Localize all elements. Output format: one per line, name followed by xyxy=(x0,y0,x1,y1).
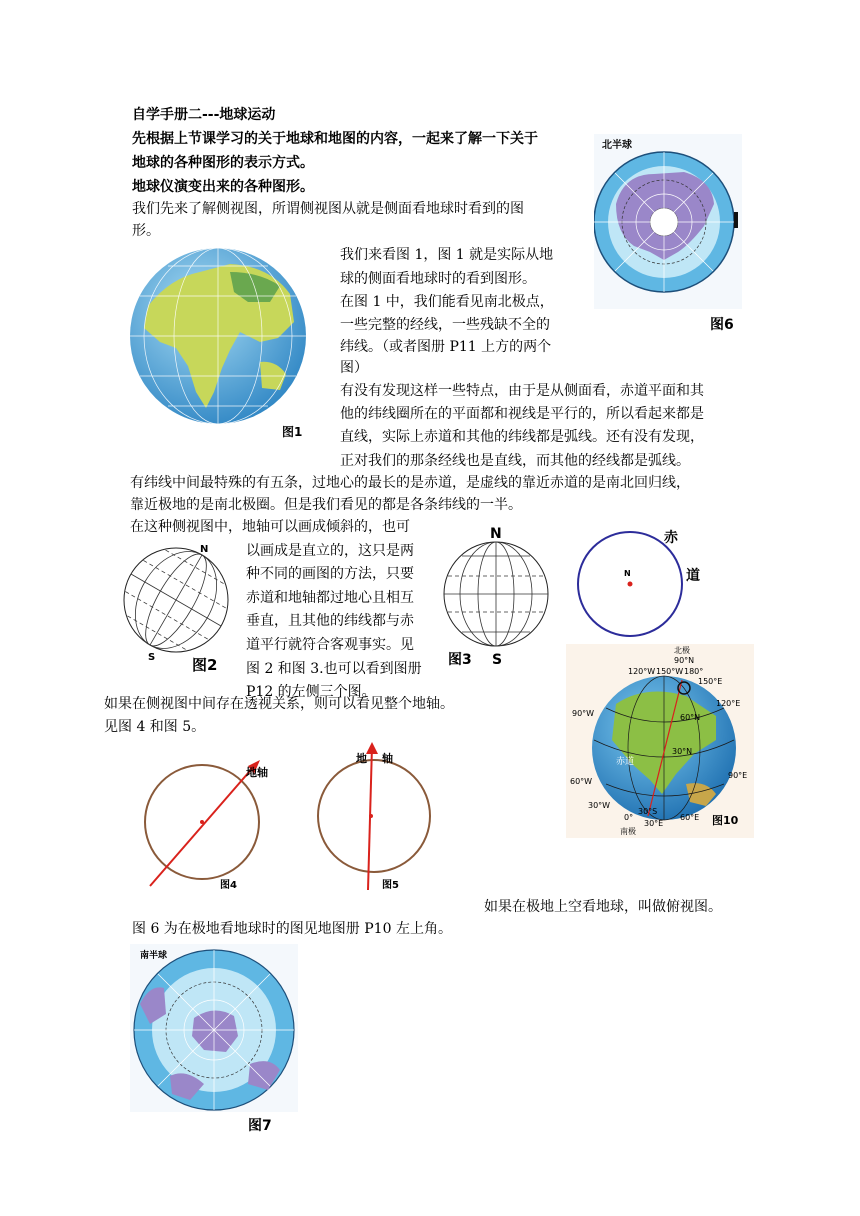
north-pole-label: 北极 xyxy=(674,646,690,655)
equator-label: 赤道 xyxy=(616,757,635,767)
paragraph-line: 我们先来了解侧视图，所谓侧视图从就是侧面看地球时看到的图 xyxy=(132,201,524,217)
paragraph-line: 靠近极地的是南北极圈。但是我们看见的都是各条纬线的一半。 xyxy=(130,497,522,513)
figure-7-title: 南半球 xyxy=(140,951,168,961)
paragraph-line: P12 的左侧三个图。 xyxy=(246,684,376,700)
lon-150w-label: 150°W xyxy=(656,667,684,676)
figure-6-title: 北半球 xyxy=(602,140,632,151)
lon-90e-label: 90°E xyxy=(728,771,748,780)
paragraph-line: 在图 1 中，我们能看见南北极点， xyxy=(340,294,554,310)
paragraph-line: 见图 4 和图 5。 xyxy=(104,719,206,735)
figure-3-s-label: S xyxy=(492,652,503,668)
lon-180-label: 180° xyxy=(684,667,704,676)
figure-4-caption: 图4 xyxy=(220,880,237,891)
figure-6-caption: 图6 xyxy=(710,317,734,333)
paragraph-line: 他的纬线圈所在的平面都和视线是平行的，所以看起来都是 xyxy=(340,406,704,422)
lon-150e-label: 150°E xyxy=(698,677,723,686)
top-view-n-label: N xyxy=(624,569,631,578)
figure-4-axis-label: 地轴 xyxy=(246,766,268,779)
figure-1-caption: 图1 xyxy=(282,425,303,439)
paragraph-line: 球的侧面看地球时的看到图形。 xyxy=(340,271,536,287)
lat-60n-label: 60°N xyxy=(680,713,701,722)
paragraph-line: 有纬线中间最特殊的有五条，过地心的最长的是赤道，是虚线的靠近赤道的是南北回归线， xyxy=(130,475,690,491)
paragraph-line: 赤道和地轴都过地心且相互 xyxy=(246,590,414,606)
lon-120e-label: 120°E xyxy=(716,699,741,708)
lat-30s-label: 30°S xyxy=(638,807,658,816)
figure-6 xyxy=(594,134,742,334)
figure-5-caption: 图5 xyxy=(382,880,399,891)
lon-30w-label: 30°W xyxy=(588,801,611,810)
figure-1 xyxy=(130,242,310,440)
paragraph-line: 纬线。（或者图册 P11 上方的两个 xyxy=(340,339,552,355)
paragraph-line: 一些完整的经线，一些残缺不全的 xyxy=(340,317,550,333)
paragraph-line: 如果在侧视图中间存在透视关系，则可以看见整个地轴。 xyxy=(104,696,454,712)
figure-3-n-label: N xyxy=(490,526,502,542)
doc-title: 自学手册二---地球运动 xyxy=(132,107,276,123)
lon-60e-label: 60°E xyxy=(680,813,700,822)
paragraph-line: 我们来看图 1，图 1 就是实际从地 xyxy=(340,247,554,263)
figure-10 xyxy=(566,644,754,838)
figure-3 xyxy=(440,522,554,668)
lon-60w-label: 60°W xyxy=(570,777,593,786)
subtitle: 地球仪演变出来的各种图形。 xyxy=(132,179,314,195)
lon-120w-label: 120°W xyxy=(628,667,656,676)
south-pole-label: 南极 xyxy=(620,827,636,836)
paragraph-line: 在这种侧视图中，地轴可以画成倾斜的，也可 xyxy=(130,519,410,535)
paragraph-line: 有没有发现这样一些特点，由于是从侧面看，赤道平面和其 xyxy=(340,383,704,399)
paragraph-line: 直线，实际上赤道和其他的纬线都是弧线。还有没有发现， xyxy=(340,429,704,445)
figure-2-n-label: N xyxy=(200,544,209,555)
paragraph-line: 垂直，且其他的纬线都与赤 xyxy=(246,613,414,629)
intro-line: 地球的各种图形的表示方式。 xyxy=(132,155,314,171)
figure-7-caption: 图7 xyxy=(248,1118,272,1134)
equator-label-dao: 道 xyxy=(686,568,700,584)
paragraph-line: 正对我们的那条经线也是直线，而其他的经线都是弧线。 xyxy=(340,453,690,469)
equator-label-chi: 赤 xyxy=(664,530,678,546)
figure-5-axis-zhou: 轴 xyxy=(382,752,393,765)
figure-2-caption: 图2 xyxy=(192,656,218,674)
lon-90w-label: 90°W xyxy=(572,709,595,718)
figure-7 xyxy=(130,944,298,1134)
paragraph-line: 以画成是直立的，这只是两 xyxy=(246,543,414,559)
lat-90n-label: 90°N xyxy=(674,656,695,665)
figure-5 xyxy=(314,740,446,892)
paragraph-line: 道平行就符合客观事实。见 xyxy=(246,637,414,653)
figure-2 xyxy=(118,538,230,674)
figure-10-caption: 图10 xyxy=(712,814,739,827)
figure-4 xyxy=(140,752,280,894)
paragraph-line: 如果在极地上空看地球，叫做俯视图。 xyxy=(484,899,722,915)
paragraph-line: 图 2 和图 3.也可以看到图册 xyxy=(246,661,422,677)
paragraph-line: 形。 xyxy=(132,223,160,239)
lon-0-label: 0° xyxy=(624,813,634,822)
equator-top-view xyxy=(570,526,712,644)
paragraph-line: 图 6 为在极地看地球时的图见地图册 P10 左上角。 xyxy=(132,921,452,937)
lat-30n-label: 30°N xyxy=(672,747,693,756)
lon-30e-label: 30°E xyxy=(644,819,664,828)
figure-5-axis-di: 地 xyxy=(356,752,367,765)
intro-line: 先根据上节课学习的关于地球和地图的内容，一起来了解一下关于 xyxy=(132,131,538,147)
paragraph-line: 图） xyxy=(340,360,368,376)
figure-3-caption: 图3 xyxy=(448,652,472,668)
figure-2-s-label: S xyxy=(148,652,156,663)
paragraph-line: 种不同的画图的方法，只要 xyxy=(246,566,414,582)
